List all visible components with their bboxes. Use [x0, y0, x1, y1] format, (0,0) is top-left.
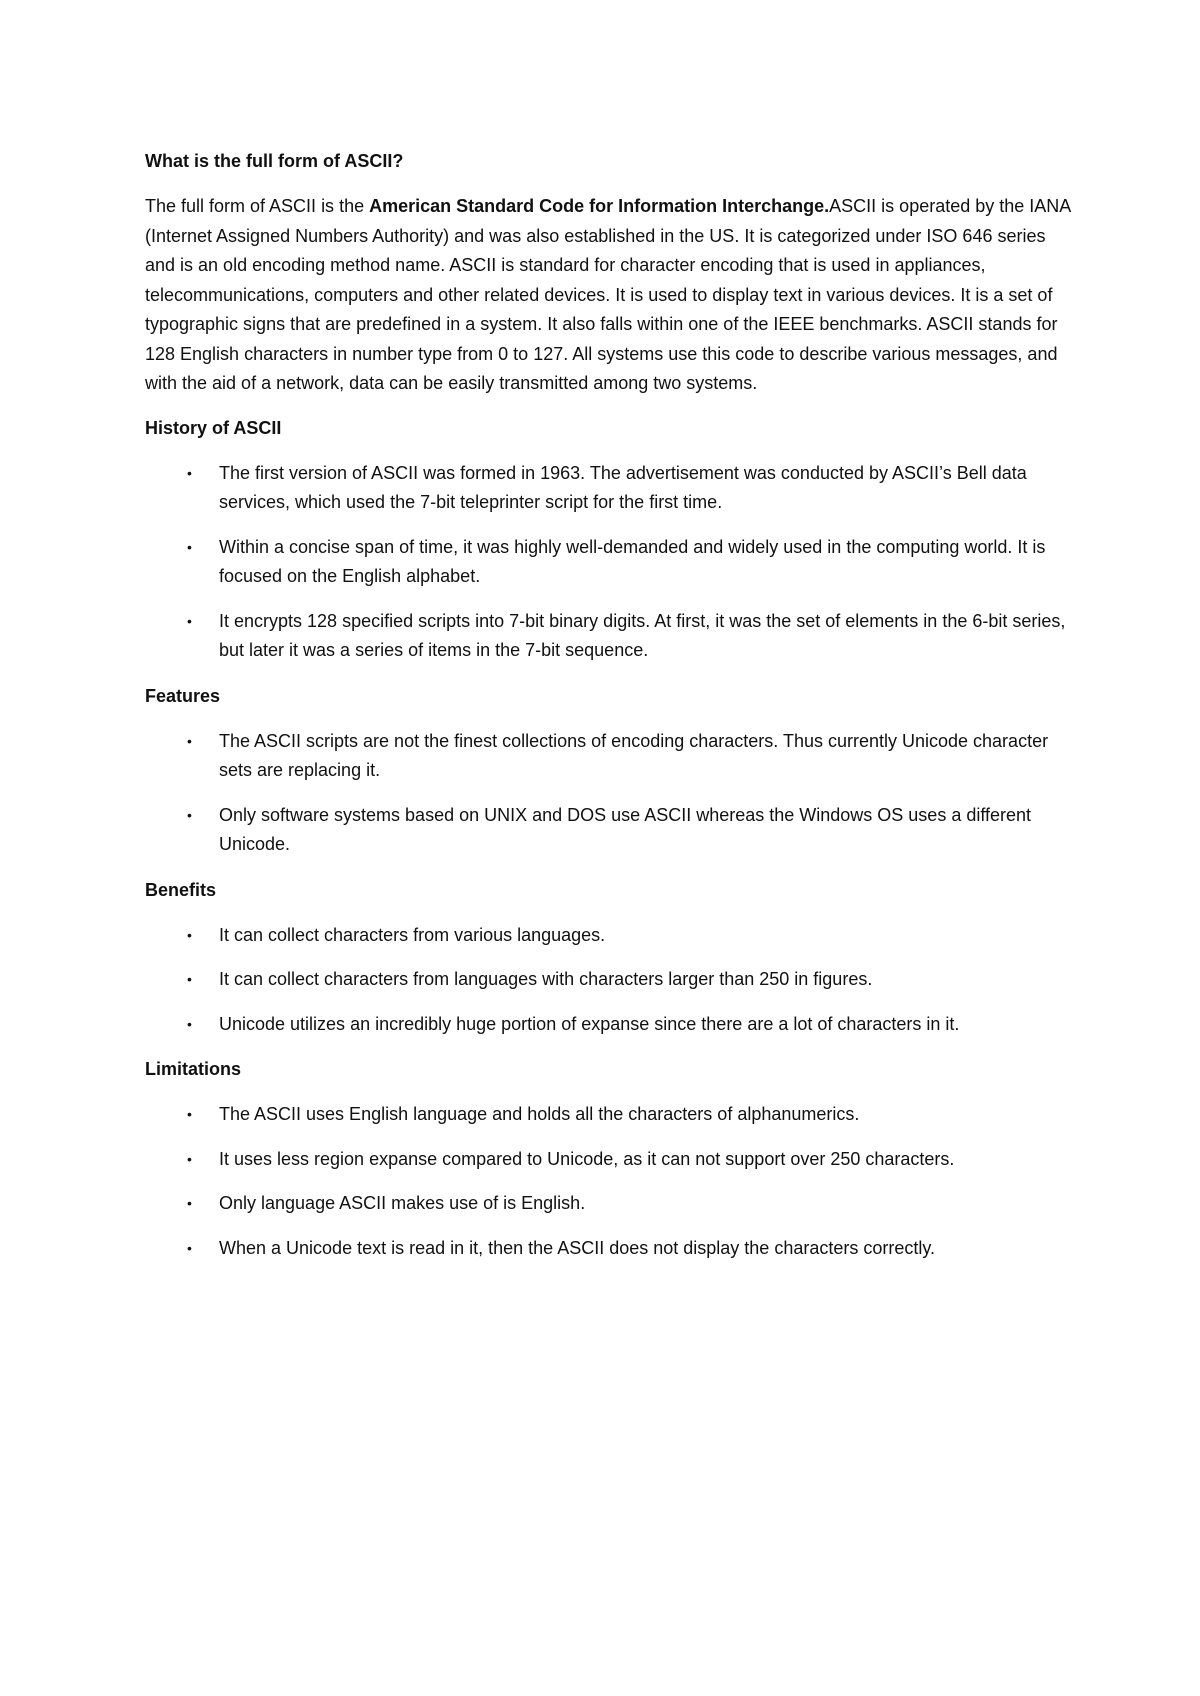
list-item-text: Only software systems based on UNIX and DOS use ASCII whereas the Windows OS uses a different Unicode.	[219, 804, 1032, 854]
list-item-text: It uses less region expanse compared to Unicode, as it can not support over 250 characters.	[219, 1148, 955, 1169]
history-list	[145, 459, 1100, 666]
list-item	[145, 965, 1079, 995]
list-item	[145, 1010, 1079, 1040]
intro-bold-term: American Standard Code for Information Interchange.	[369, 196, 830, 216]
intro-text-before: The full form of ASCII is the	[145, 196, 370, 216]
list-item-text: It can collect characters from various languages.	[219, 924, 606, 945]
list-item	[145, 533, 1079, 592]
intro-text-after: ASCII is operated by the IANA (Internet Assigned Numbers Authority) and was also established in the US. It is categorized under ISO 646 series and is an old encoding method name. ASCII is standard for character encoding that is used in appliances, telecommunications, computers and other related devices. It is used to display text in various devices. It is a set of typographic signs that are predefined in a system. It also falls within one of the IEEE benchmarks. ASCII stands for 128 English characters in number type from 0 to 127. All systems use this code to describe various messages, and with the aid of a network, data can be easily transmitted among two systems.	[145, 196, 1071, 393]
section-heading-limitations: Limitations	[145, 1059, 242, 1079]
benefits-list	[145, 921, 1100, 1040]
list-item-text: When a Unicode text is read in it, then the ASCII does not display the characters correctly.	[219, 1237, 936, 1258]
list-item	[145, 459, 1079, 518]
list-item	[145, 1100, 1079, 1130]
list-item-text: It can collect characters from languages with characters larger than 250 in figures.	[219, 969, 873, 989]
list-item	[145, 921, 1079, 951]
features-list	[145, 727, 1100, 860]
section-heading-history: History of ASCII	[145, 417, 282, 438]
list-item-text: The ASCII uses English language and holds all the characters of alphanumerics.	[219, 1104, 860, 1124]
bullet-icon: •	[187, 538, 192, 555]
section-heading-benefits: Benefits	[145, 879, 217, 900]
bullet-icon: •	[187, 1015, 192, 1032]
list-item	[145, 1234, 1079, 1264]
bullet-icon: •	[187, 1239, 192, 1256]
bullet-icon: •	[187, 612, 192, 629]
list-item	[145, 801, 1079, 860]
list-item-text: Only language ASCII makes use of is English.	[219, 1193, 586, 1213]
list-item	[145, 1189, 1079, 1219]
list-item	[145, 607, 1079, 666]
list-item-text: The ASCII scripts are not the finest collections of encoding characters. Thus currently Unicode character sets are replacing it.	[219, 730, 1049, 780]
bullet-icon: •	[187, 732, 192, 749]
bullet-icon: •	[187, 464, 192, 481]
bullet-icon: •	[187, 926, 192, 943]
limitations-list	[145, 1100, 1100, 1263]
list-item-text: It encrypts 128 specified scripts into 7-bit binary digits. At first, it was the set of elements in the 6-bit series, but later it was a series of items in the 7-bit sequence.	[219, 610, 1066, 660]
section-heading-features: Features	[145, 685, 221, 706]
list-item-text: Unicode utilizes an incredibly huge portion of expanse since there are a lot of characters in it.	[219, 1013, 960, 1034]
intro-paragraph	[145, 192, 1075, 399]
bullet-icon: •	[187, 806, 192, 823]
bullet-icon: •	[187, 1150, 192, 1167]
list-item-text: The first version of ASCII was formed in 1963. The advertisement was conducted by ASCII’s Bell data services, which used the 7-bit teleprinter script for the first time.	[219, 462, 1027, 512]
list-item-text: Within a concise span of time, it was highly well-demanded and widely used in the computing world. It is focused on the English alphabet.	[219, 536, 1046, 586]
list-item	[145, 1145, 1079, 1175]
bullet-icon: •	[187, 1195, 192, 1211]
bullet-icon: •	[187, 1106, 192, 1122]
bullet-icon: •	[187, 971, 192, 987]
list-item	[145, 727, 1079, 786]
page-title: What is the full form of ASCII?	[145, 151, 404, 171]
